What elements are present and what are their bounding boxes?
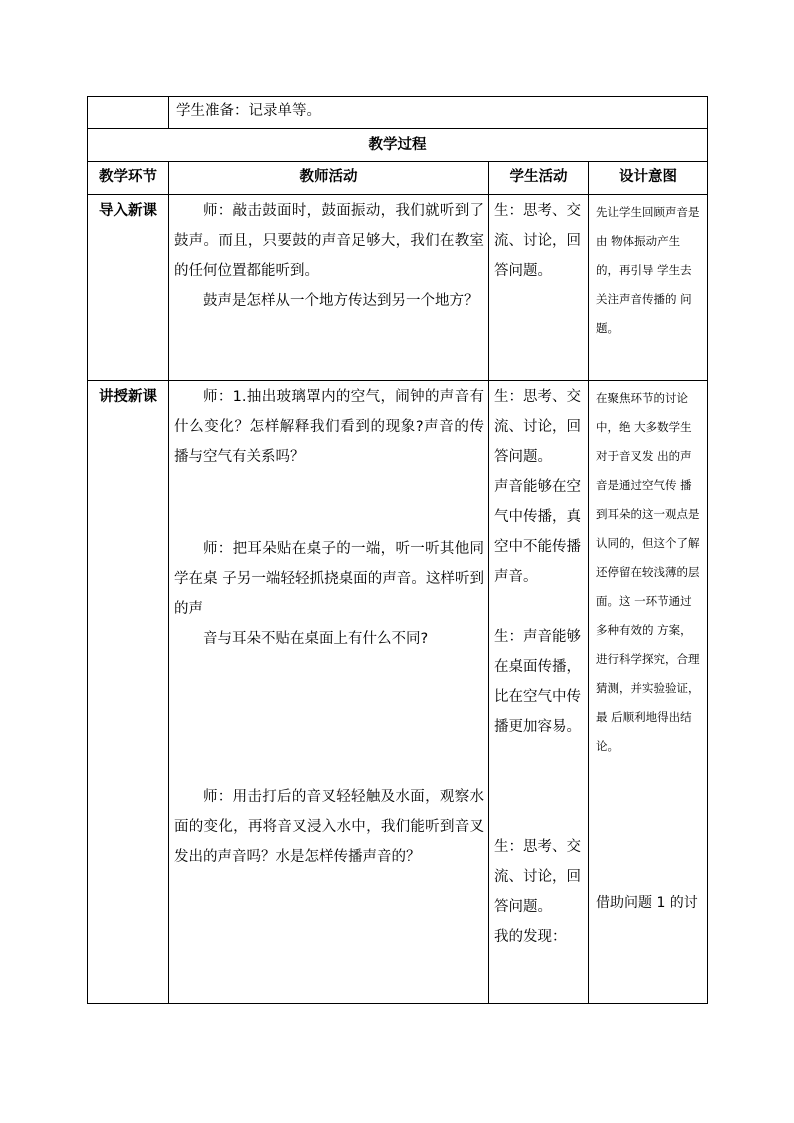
teach-student-p5: 我的发现：: [494, 929, 567, 945]
prep-cell: [169, 97, 708, 129]
intro-design-cell: [589, 195, 708, 381]
intro-student-text: [489, 195, 588, 286]
section-title-cell: [88, 129, 708, 162]
header-teacher-label: 教师活动: [299, 169, 358, 185]
lesson-plan-table: [87, 96, 708, 1004]
spacer: [174, 472, 484, 534]
spacer: [174, 654, 484, 782]
teach-student-p4: 生：思考、交流、讨论，回答问题。: [494, 839, 581, 915]
teach-teacher-p4: 师：用击打后的音叉轻轻触及水面，观察水面的变化，再将音叉浸入水中，我们能听到音叉发出的声音吗？水是怎样传播声音的？: [174, 789, 484, 865]
intro-row: [88, 195, 708, 381]
teach-teacher-text: [169, 381, 488, 872]
spacer: [494, 742, 584, 832]
teach-design-cell: [589, 381, 708, 1004]
teach-design-p2: 借助问题 1 的讨: [596, 895, 698, 911]
section-title-row: [88, 129, 708, 162]
intro-teacher-p1: 师：敲击鼓面时，鼓面振动，我们就听到了鼓声。而且，只要鼓的声音足够大，我们在教室的任何位置都能听到。: [174, 203, 484, 279]
teach-teacher-cell: [169, 381, 489, 1004]
header-teacher: [169, 162, 489, 195]
header-student: [489, 162, 589, 195]
intro-design-p1: 先让学生回顾声音是由 物体振动产生的，再引导 学生去关注声音传播的 问题。: [596, 205, 700, 335]
header-student-label: 学生活动: [509, 169, 568, 185]
teach-stage-cell: [88, 381, 169, 1004]
header-stage-label: 教学环节: [99, 169, 157, 185]
prep-row: [88, 97, 708, 129]
teach-teacher-p3: 音与耳朵不贴在桌面上有什么不同?: [203, 631, 429, 647]
teach-student-p1: 生：思考、交流、讨论，回答问题。: [494, 389, 581, 465]
spacer: [596, 761, 703, 889]
teach-student-p2: 声音能够在空气中传播，真空中不能传播声音。: [494, 479, 581, 585]
teach-student-text: [489, 381, 588, 952]
header-stage: [88, 162, 169, 195]
intro-teacher-text: [169, 195, 488, 316]
spacer: [494, 592, 584, 622]
section-title: 教学过程: [368, 137, 427, 153]
intro-design-text: [589, 195, 707, 343]
header-row: [88, 162, 708, 195]
intro-teacher-cell: [169, 195, 489, 381]
intro-student-cell: [489, 195, 589, 381]
teach-stage-label: 讲授新课: [99, 389, 157, 405]
prep-label-cell: [88, 97, 169, 129]
teach-student-cell: [489, 381, 589, 1004]
header-design-label: 设计意图: [619, 169, 677, 185]
teach-student-p3: 生：声音能够在桌面传播，比在空气中传播更加容易。: [494, 629, 581, 735]
intro-student-p1: 生：思考、交流、讨论，回答问题。: [494, 203, 581, 279]
teach-row: [88, 381, 708, 1004]
intro-teacher-p2: 鼓声是怎样从一个地方传达到另一个地方？: [203, 293, 479, 309]
teach-design-p1: 在聚焦环节的讨论中，绝 大多数学生对于音叉发 出的声音是通过空气传 播到耳朵的这一观点是 认同的，但这个了解还停留在较浅薄的层面。这 一环节通过多种有效的 方案，进行科学探究，合理猜测，并实验验证，最 后顺利地得出结论。: [596, 391, 700, 753]
teach-teacher-p2: 师：把耳朵贴在桌子的一端，听一听其他同学在桌 子另一端轻轻抓挠桌面的声音。这样听到的声: [174, 541, 484, 617]
header-design: [589, 162, 708, 195]
teach-design-text: [589, 381, 707, 918]
teach-teacher-p1: 师：1.抽出玻璃罩内的空气，闹钟的声音有什么变化？怎样解释我们看到的现象?声音的传播与空气有关系吗？: [174, 389, 484, 465]
intro-stage-label: 导入新课: [99, 203, 157, 219]
student-prep-text: 学生准备：记录单等。: [176, 103, 321, 119]
intro-stage-cell: [88, 195, 169, 381]
